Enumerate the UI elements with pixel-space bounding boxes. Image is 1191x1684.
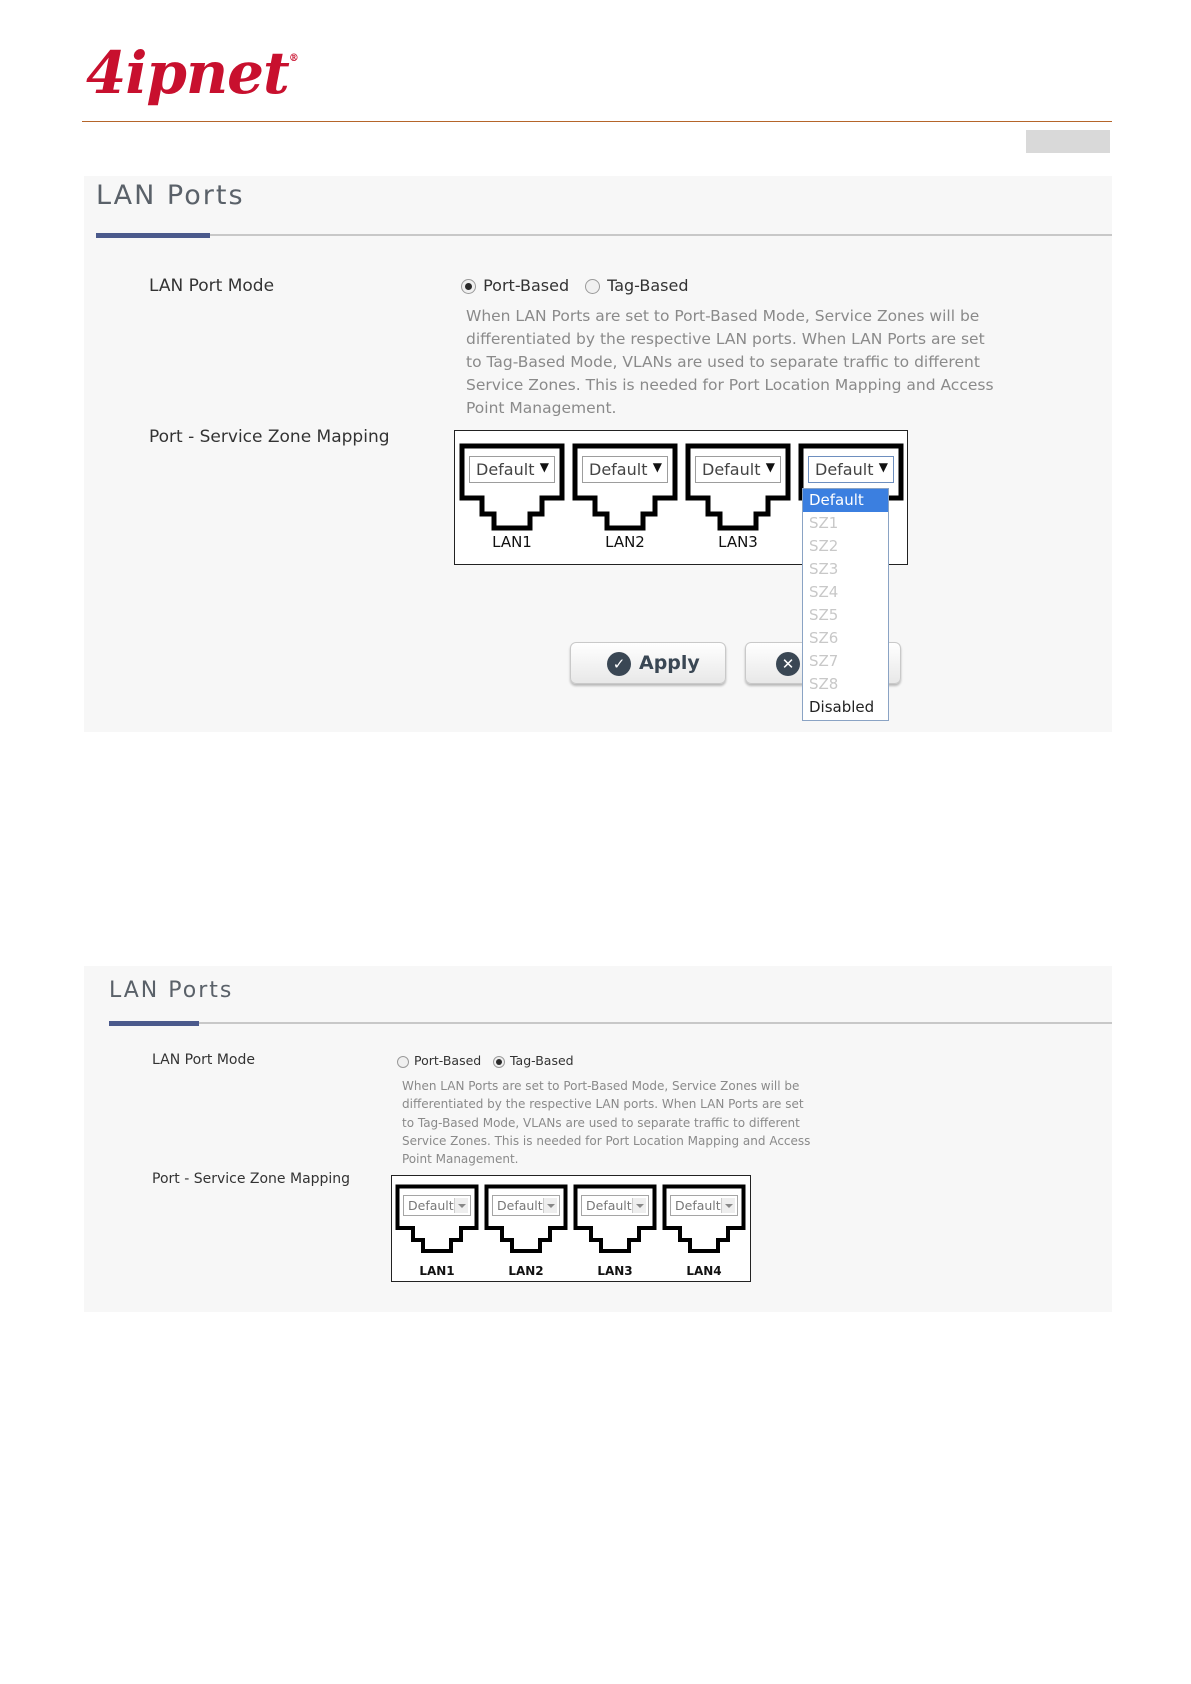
header-tab bbox=[1026, 130, 1110, 153]
port-label-lan2: LAN2 bbox=[605, 533, 645, 551]
radio-tag-based-label: Tag-Based bbox=[509, 1053, 574, 1068]
lan-port-mode-label: LAN Port Mode bbox=[152, 1052, 255, 1068]
zone-select-lan2[interactable]: Default bbox=[492, 1195, 560, 1216]
radio-port-based-label: Port-Based bbox=[483, 276, 570, 295]
zone-select-lan1[interactable]: Default ▼ bbox=[469, 456, 555, 483]
mode-description: When LAN Ports are set to Port-Based Mode, Service Zones will be differentiated by the respective LAN ports. When LAN Ports are set to Tag-Based Mode, VLANs are used to separate traffic to different Service Zones. This is needed for Port Location Mapping and Access Point Management. bbox=[402, 1079, 811, 1167]
chevron-down-icon: ▼ bbox=[539, 460, 549, 474]
port-lan2 bbox=[484, 1184, 568, 1280]
zone-select-lan3[interactable]: Default ▼ bbox=[695, 456, 781, 483]
port-lan2 bbox=[572, 443, 678, 555]
dropdown-option-sz8[interactable]: SZ8 bbox=[809, 675, 839, 693]
lan-ports-panel-portbased bbox=[84, 176, 1112, 732]
radio-port-based-dot[interactable] bbox=[461, 279, 476, 294]
port-lan1 bbox=[459, 443, 565, 555]
dropdown-option-disabled[interactable]: Disabled bbox=[809, 698, 875, 716]
dropdown-option-sz3[interactable]: SZ3 bbox=[809, 560, 839, 578]
close-icon: ✕ bbox=[776, 652, 800, 676]
dropdown-option-sz7[interactable]: SZ7 bbox=[809, 652, 839, 670]
title-rule bbox=[109, 1022, 1112, 1024]
radio-port-based-label: Port-Based bbox=[413, 1053, 482, 1068]
title-accent bbox=[109, 1021, 199, 1026]
port-label-lan3: LAN3 bbox=[597, 1264, 633, 1278]
port-lan1 bbox=[395, 1184, 479, 1280]
mapping-label: Port - Service Zone Mapping bbox=[149, 427, 390, 447]
title-accent bbox=[96, 233, 210, 238]
radio-tag-based[interactable] bbox=[585, 276, 689, 295]
zone-select-lan3[interactable]: Default bbox=[581, 1195, 649, 1216]
port-label-lan3: LAN3 bbox=[718, 533, 758, 551]
panel-title: LAN Ports bbox=[109, 978, 234, 1003]
radio-tag-based-label: Tag-Based bbox=[607, 276, 689, 295]
dropdown-option-default[interactable]: Default bbox=[803, 489, 888, 512]
lan-port-mode-label: LAN Port Mode bbox=[149, 276, 275, 296]
radio-port-based[interactable] bbox=[397, 1053, 481, 1068]
apply-button-label: Apply bbox=[639, 652, 700, 674]
port-label-lan2: LAN2 bbox=[508, 1264, 544, 1278]
chevron-down-icon: ▼ bbox=[765, 460, 775, 474]
dropdown-option-sz4[interactable]: SZ4 bbox=[809, 583, 839, 601]
dropdown-option-sz1[interactable]: SZ1 bbox=[809, 514, 839, 532]
apply-button[interactable] bbox=[570, 642, 726, 684]
chevron-down-icon bbox=[454, 1198, 468, 1213]
dropdown-option-sz5[interactable]: SZ5 bbox=[809, 606, 839, 624]
port-lan3 bbox=[685, 443, 791, 555]
chevron-down-icon: ▼ bbox=[878, 460, 888, 474]
checkmark-icon: ✓ bbox=[607, 652, 631, 676]
dropdown-option-sz2[interactable]: SZ2 bbox=[809, 537, 839, 555]
title-rule bbox=[96, 234, 1112, 236]
radio-tag-based-dot[interactable] bbox=[493, 1056, 505, 1068]
header-divider bbox=[82, 121, 1112, 122]
zone-select-lan1[interactable]: Default bbox=[403, 1195, 471, 1216]
port-lan3 bbox=[573, 1184, 657, 1280]
radio-port-based-dot[interactable] bbox=[397, 1056, 409, 1068]
chevron-down-icon bbox=[632, 1198, 646, 1213]
radio-tag-based[interactable] bbox=[493, 1053, 574, 1068]
chevron-down-icon bbox=[543, 1198, 557, 1213]
port-lan4 bbox=[662, 1184, 746, 1280]
mapping-label: Port - Service Zone Mapping bbox=[152, 1171, 351, 1187]
brand-logo: 4ipnet® bbox=[86, 39, 298, 107]
chevron-down-icon: ▼ bbox=[652, 460, 662, 474]
zone-dropdown-list[interactable] bbox=[802, 488, 889, 721]
radio-tag-based-dot[interactable] bbox=[585, 279, 600, 294]
port-label-lan1: LAN1 bbox=[419, 1264, 455, 1278]
panel-title: LAN Ports bbox=[96, 180, 245, 211]
mode-description: When LAN Ports are set to Port-Based Mode, Service Zones will be differentiated by the respective LAN ports. When LAN Ports are set to Tag-Based Mode, VLANs are used to separate traffic to different Service Zones. This is needed for Port Location Mapping and Access Point Management. bbox=[466, 307, 994, 417]
port-mapping-box bbox=[391, 1175, 751, 1282]
lan-ports-panel-tagbased bbox=[84, 966, 1112, 1312]
chevron-down-icon bbox=[721, 1198, 735, 1213]
zone-select-lan4[interactable]: Default ▼ bbox=[808, 456, 894, 483]
zone-select-lan4[interactable]: Default bbox=[670, 1195, 738, 1216]
port-label-lan4: LAN4 bbox=[686, 1264, 722, 1278]
dropdown-option-sz6[interactable]: SZ6 bbox=[809, 629, 839, 647]
port-label-lan1: LAN1 bbox=[492, 533, 532, 551]
radio-port-based[interactable] bbox=[461, 276, 569, 295]
zone-select-lan2[interactable]: Default ▼ bbox=[582, 456, 668, 483]
